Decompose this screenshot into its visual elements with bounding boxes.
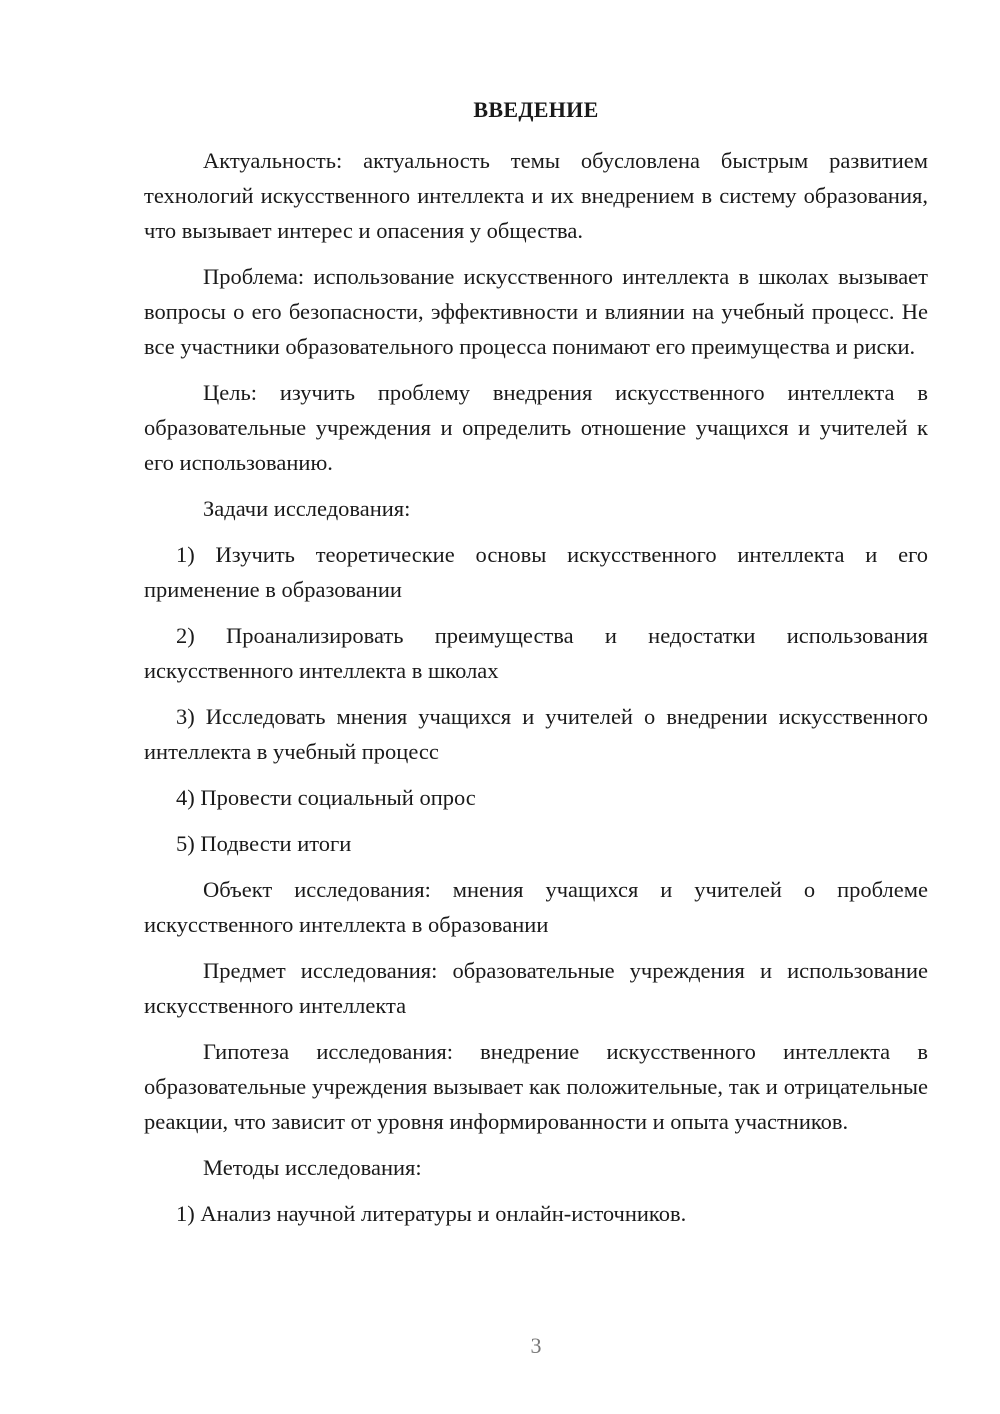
task-item: 2) Проанализировать преимущества и недостатки использования искусственного интеллекта в школах — [144, 623, 928, 683]
page-number: 3 — [530, 1333, 542, 1358]
task-item: 1) Изучить теоретические основы искусственного интеллекта и его применение в образовании — [144, 542, 928, 602]
object-paragraph: Объект исследования: мнения учащихся и учителей о проблеме искусственного интеллекта в образовании — [144, 877, 928, 937]
subject-paragraph: Предмет исследования: образовательные учреждения и использование искусственного интеллекта — [144, 958, 928, 1018]
task-item: 3) Исследовать мнения учащихся и учителей о внедрении искусственного интеллекта в учебный процесс — [144, 704, 928, 764]
method-item: 1) Анализ научной литературы и онлайн-источников. — [176, 1201, 687, 1226]
methods-heading: Методы исследования: — [203, 1155, 422, 1180]
task-item: 5) Подвести итоги — [176, 831, 352, 856]
goal-paragraph: Цель: изучить проблему внедрения искусственного интеллекта в образовательные учреждения и определить отношение учащихся и учителей к его использованию. — [144, 380, 928, 475]
tasks-heading: Задачи исследования: — [203, 496, 411, 521]
task-item: 4) Провести социальный опрос — [176, 785, 476, 810]
relevance-paragraph: Актуальность: актуальность темы обусловлена быстрым развитием технологий искусственного интеллекта и их внедрением в систему образования, что вызывает интерес и опасения у общества. — [144, 148, 928, 243]
hypothesis-paragraph: Гипотеза исследования: внедрение искусственного интеллекта в образовательные учреждения вызывает как положительные, так и отрицательные реакции, что зависит от уровня информированности и опыта участников. — [144, 1039, 928, 1134]
page-title: ВВЕДЕНИЕ — [473, 97, 599, 122]
page-content — [144, 94, 928, 1242]
problem-paragraph: Проблема: использование искусственного интеллекта в школах вызывает вопросы о его безопасности, эффективности и влиянии на учебный процесс. Не все участники образовательного процесса понимают его преимущества и риски. — [144, 264, 928, 359]
